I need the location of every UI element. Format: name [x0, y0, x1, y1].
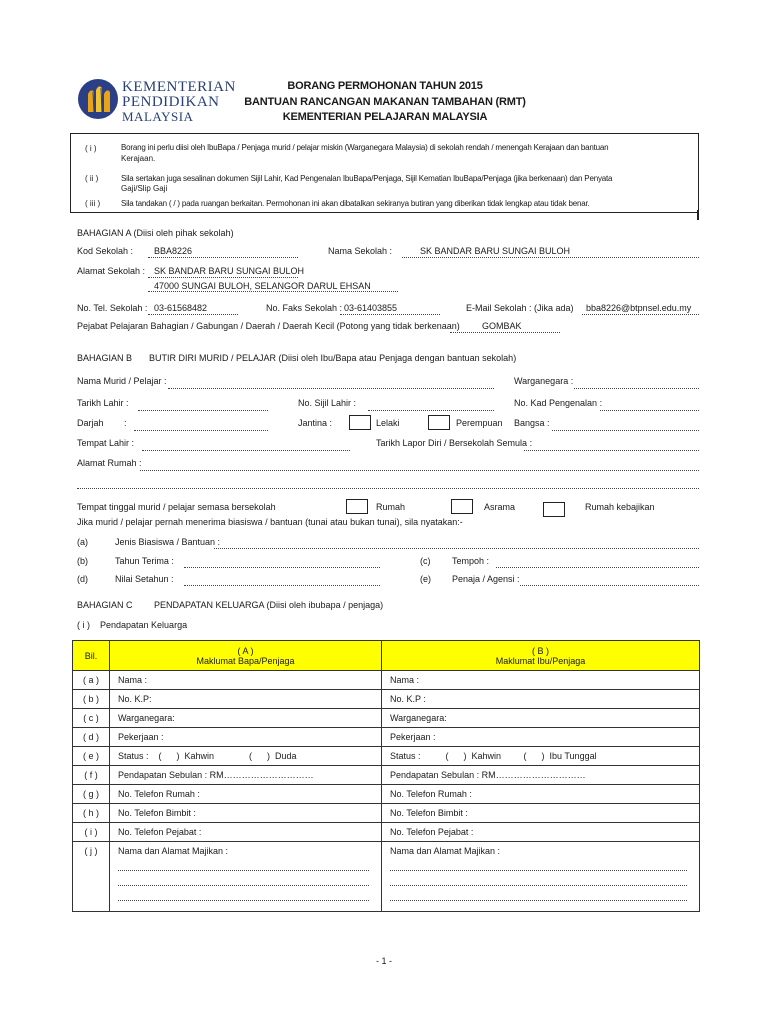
ministry-title: KEMENTERIAN PELAJARAN MALAYSIA	[282, 111, 488, 123]
instruction-number: ( i )	[85, 144, 97, 153]
district-office-line	[450, 332, 560, 333]
item-d-code: (d)	[77, 574, 88, 584]
school-email-value[interactable]: bba8226@btpnsel.edu.my	[586, 303, 692, 313]
student-name-field[interactable]	[168, 388, 494, 389]
table-row	[73, 709, 700, 728]
bil-header	[73, 641, 110, 671]
table-row	[73, 823, 700, 842]
school-name-line	[402, 257, 699, 258]
class-colon: :	[124, 418, 127, 428]
table-row	[73, 842, 700, 912]
district-office-label: Pejabat Pelajaran Bahagian / Gabungan / Daerah / Daerah Kecil (Potong yang tidak berkenaan)	[77, 321, 460, 331]
ic-number-field[interactable]	[600, 410, 699, 411]
residence-label: Tempat tinggal murid / pelajar semasa bersekolah	[77, 502, 276, 512]
item-b-code: (b)	[77, 556, 88, 566]
mother-citizenship-cell[interactable]: Warganegara:	[382, 709, 700, 728]
school-phone-label: No. Tel. Sekolah :	[77, 303, 148, 313]
section-c-code: BAHAGIAN C	[77, 600, 133, 610]
gender-female-label: Perempuan	[456, 418, 503, 428]
ic-number-label: No. Kad Pengenalan :	[514, 398, 603, 408]
father-name-cell[interactable]: Nama :	[110, 671, 382, 690]
residence-house-checkbox[interactable]	[346, 499, 368, 514]
race-field[interactable]	[552, 430, 699, 431]
district-office-value[interactable]: GOMBAK	[482, 321, 522, 331]
mother-employer-cell[interactable]	[382, 842, 700, 912]
ministry-logo-emblem	[77, 78, 119, 120]
annual-value-label: Nilai Setahun :	[115, 574, 174, 584]
mother-mobile-cell[interactable]: No. Telefon Bimbit :	[382, 804, 700, 823]
school-phone-value[interactable]: 03-61568482	[154, 303, 208, 313]
father-office-phone-cell[interactable]: No. Telefon Pejabat :	[110, 823, 382, 842]
father-employer-line-1[interactable]	[118, 856, 369, 871]
class-field[interactable]	[134, 430, 268, 431]
school-address-line	[148, 277, 298, 278]
school-address-line-2	[148, 291, 398, 292]
year-received-label: Tahun Terima :	[115, 556, 174, 566]
instruction-text: Sila sertakan juga sesalinan dokumen Sijil Lahir, Kad Pengenalan IbuBapa/Penjaga, Sijil Kematian IbuBapa/Penjaga (jika berkenaan) dan Penyata	[121, 174, 613, 183]
school-address-label: Alamat Sekolah :	[77, 266, 146, 276]
table-row	[73, 671, 700, 690]
school-code-label: Kod Sekolah :	[77, 246, 134, 256]
row-number: ( j )	[73, 842, 110, 912]
mother-office-phone-cell[interactable]: No. Telefon Pejabat :	[382, 823, 700, 842]
school-code-value[interactable]: BBA8226	[154, 246, 193, 256]
school-fax-value[interactable]: 03-61403855	[344, 303, 398, 313]
instruction-text-cont: Gaji/Slip Gaji	[121, 184, 168, 193]
gender-male-checkbox[interactable]	[349, 415, 371, 430]
table-row	[73, 804, 700, 823]
mother-status-cell[interactable]: Status : ( ) Kahwin ( ) Ibu Tunggal	[382, 747, 700, 766]
gender-male-label: Lelaki	[376, 418, 400, 428]
section-c-heading: PENDAPATAN KELUARGA (Diisi oleh ibubapa / penjaga)	[154, 600, 384, 610]
section-b-code: BAHAGIAN B	[77, 353, 133, 363]
father-employer-cell[interactable]	[110, 842, 382, 912]
table-row	[73, 690, 700, 709]
row-number: ( e )	[73, 747, 110, 766]
father-employer-label: Nama dan Alamat Majikan :	[118, 846, 229, 856]
report-date-label: Tarikh Lapor Diri / Bersekolah Semula :	[376, 438, 533, 448]
residence-hostel-label: Asrama	[484, 502, 516, 512]
school-name-label: Nama Sekolah :	[328, 246, 393, 256]
class-label: Darjah	[77, 418, 104, 428]
year-received-field[interactable]	[184, 567, 380, 568]
father-employer-line-2[interactable]	[118, 871, 369, 886]
mother-home-phone-cell[interactable]: No. Telefon Rumah :	[382, 785, 700, 804]
mother-name-cell[interactable]: Nama :	[382, 671, 700, 690]
annual-value-field[interactable]	[184, 585, 380, 586]
mother-ic-cell[interactable]: No. K.P :	[382, 690, 700, 709]
school-address-line2[interactable]: 47000 SUNGAI BULOH, SELANGOR DARUL EHSAN	[154, 281, 371, 291]
father-mobile-cell[interactable]: No. Telefon Bimbit :	[110, 804, 382, 823]
school-fax-line	[340, 314, 440, 315]
page-number: - 1 -	[376, 956, 393, 966]
instruction-text: Borang ini perlu diisi oleh IbuBapa / Penjaga murid / pelajar miskin (Warganegara Malaysia) di sekolah rendah / menengah Kerajaan dan bantuan	[121, 143, 609, 152]
residence-house-label: Rumah	[376, 502, 406, 512]
father-employer-line-3[interactable]	[118, 886, 369, 901]
scholarship-intro: Jika murid / pelajar pernah menerima biasiswa / bantuan (tunai atau bukan tunai), sila nyatakan:-	[77, 517, 463, 527]
mother-column-code: ( B )	[532, 645, 549, 656]
subsection-number: ( i )	[77, 620, 90, 630]
instructions-box-edge	[697, 210, 699, 220]
home-address-label: Alamat Rumah :	[77, 458, 142, 468]
instruction-text-cont: Kerajaan.	[121, 154, 156, 163]
row-number: ( i )	[73, 823, 110, 842]
gender-female-checkbox[interactable]	[428, 415, 450, 430]
birth-cert-label: No. Sijil Lahir :	[298, 398, 357, 408]
school-email-label: E-Mail Sekolah : (Jika ada)	[466, 303, 574, 313]
form-title: BORANG PERMOHONAN TAHUN 2015	[287, 80, 483, 92]
birth-place-field[interactable]	[142, 450, 350, 451]
item-a-code: (a)	[77, 537, 88, 547]
mother-employer-line-2[interactable]	[390, 871, 687, 886]
table-row	[73, 747, 700, 766]
logo-text-line3: MALAYSIA	[122, 109, 194, 124]
table-row	[73, 766, 700, 785]
birth-date-label: Tarikh Lahir :	[77, 398, 129, 408]
table-row	[73, 728, 700, 747]
mother-employer-line-1[interactable]	[390, 856, 687, 871]
row-number: ( b )	[73, 690, 110, 709]
duration-field[interactable]	[496, 567, 699, 568]
table-row	[73, 785, 700, 804]
sponsor-field[interactable]	[520, 585, 699, 586]
item-c-code: (c)	[420, 556, 431, 566]
logo-text-line1: KEMENTERIAN	[122, 79, 236, 95]
scholarship-type-field[interactable]	[214, 548, 699, 549]
residence-welfare-label: Rumah kebajikan	[585, 502, 655, 512]
father-income-cell[interactable]: Pendapatan Sebulan : RM…………………………	[110, 766, 382, 785]
school-fax-label: No. Faks Sekolah :	[266, 303, 343, 313]
subsection-title: Pendapatan Keluarga	[100, 620, 188, 630]
row-number: ( d )	[73, 728, 110, 747]
duration-label: Tempoh :	[452, 556, 490, 566]
report-date-field[interactable]	[524, 450, 699, 451]
instruction-number: ( iii )	[85, 199, 101, 208]
mother-employer-label: Nama dan Alamat Majikan :	[390, 846, 501, 856]
residence-hostel-checkbox[interactable]	[451, 499, 473, 514]
gender-label: Jantina :	[298, 418, 333, 428]
mother-occupation-cell[interactable]: Pekerjaan :	[382, 728, 700, 747]
sponsor-label: Penaja / Agensi :	[452, 574, 520, 584]
birth-cert-field[interactable]	[368, 410, 494, 411]
father-column-code: ( A )	[237, 645, 254, 656]
row-number: ( g )	[73, 785, 110, 804]
row-number: ( a )	[73, 671, 110, 690]
instruction-text: Sila tandakan ( / ) pada ruangan berkaitan. Permohonan ini akan dibatalkan sekiranya butiran yang diberikan tidak lengkap atau tidak benar.	[121, 199, 590, 208]
school-name-value[interactable]: SK BANDAR BARU SUNGAI BULOH	[420, 246, 571, 256]
mother-income-cell[interactable]: Pendapatan Sebulan : RM…………………………	[382, 766, 700, 785]
birth-place-label: Tempat Lahir :	[77, 438, 135, 448]
section-a-heading: BAHAGIAN A (Diisi oleh pihak sekolah)	[77, 228, 234, 238]
residence-welfare-checkbox[interactable]	[543, 502, 565, 517]
school-code-line	[148, 257, 298, 258]
bil-header-text: Bil.	[84, 650, 98, 661]
school-address-line1[interactable]: SK BANDAR BARU SUNGAI BULOH	[154, 266, 305, 276]
father-ic-cell[interactable]: No. K.P:	[110, 690, 382, 709]
home-address-field-2[interactable]	[77, 488, 699, 489]
student-name-label: Nama Murid / Pelajar :	[77, 376, 167, 386]
race-label: Bangsa :	[514, 418, 550, 428]
father-citizenship-cell[interactable]: Warganegara:	[110, 709, 382, 728]
row-number: ( f )	[73, 766, 110, 785]
row-number: ( h )	[73, 804, 110, 823]
item-e-code: (e)	[420, 574, 431, 584]
citizenship-label: Warganegara :	[514, 376, 574, 386]
father-column-title: Maklumat Bapa/Penjaga	[196, 655, 295, 666]
mother-column-header	[382, 641, 700, 671]
school-email-line	[582, 314, 699, 315]
logo-text-line2: PENDIDIKAN	[122, 94, 220, 110]
family-income-table	[72, 640, 700, 912]
mother-column-title: Maklumat Ibu/Penjaga	[495, 655, 586, 666]
father-column-header	[110, 641, 382, 671]
mother-employer-line-3[interactable]	[390, 886, 687, 901]
school-phone-line	[148, 314, 238, 315]
row-number: ( c )	[73, 709, 110, 728]
citizenship-field[interactable]	[574, 388, 699, 389]
form-subtitle: BANTUAN RANCANGAN MAKANAN TAMBAHAN (RMT)	[244, 96, 526, 108]
father-status-cell[interactable]: Status : ( ) Kahwin ( ) Duda	[110, 747, 382, 766]
section-b-heading: BUTIR DIRI MURID / PELAJAR (Diisi oleh Ibu/Bapa atau Penjaga dengan bantuan sekolah)	[149, 353, 517, 363]
father-occupation-cell[interactable]: Pekerjaan :	[110, 728, 382, 747]
home-address-field[interactable]	[140, 470, 699, 471]
scholarship-type-label: Jenis Biasiswa / Bantuan :	[115, 537, 221, 547]
father-home-phone-cell[interactable]: No. Telefon Rumah :	[110, 785, 382, 804]
instruction-number: ( ii )	[85, 174, 99, 183]
birth-date-field[interactable]	[138, 410, 268, 411]
